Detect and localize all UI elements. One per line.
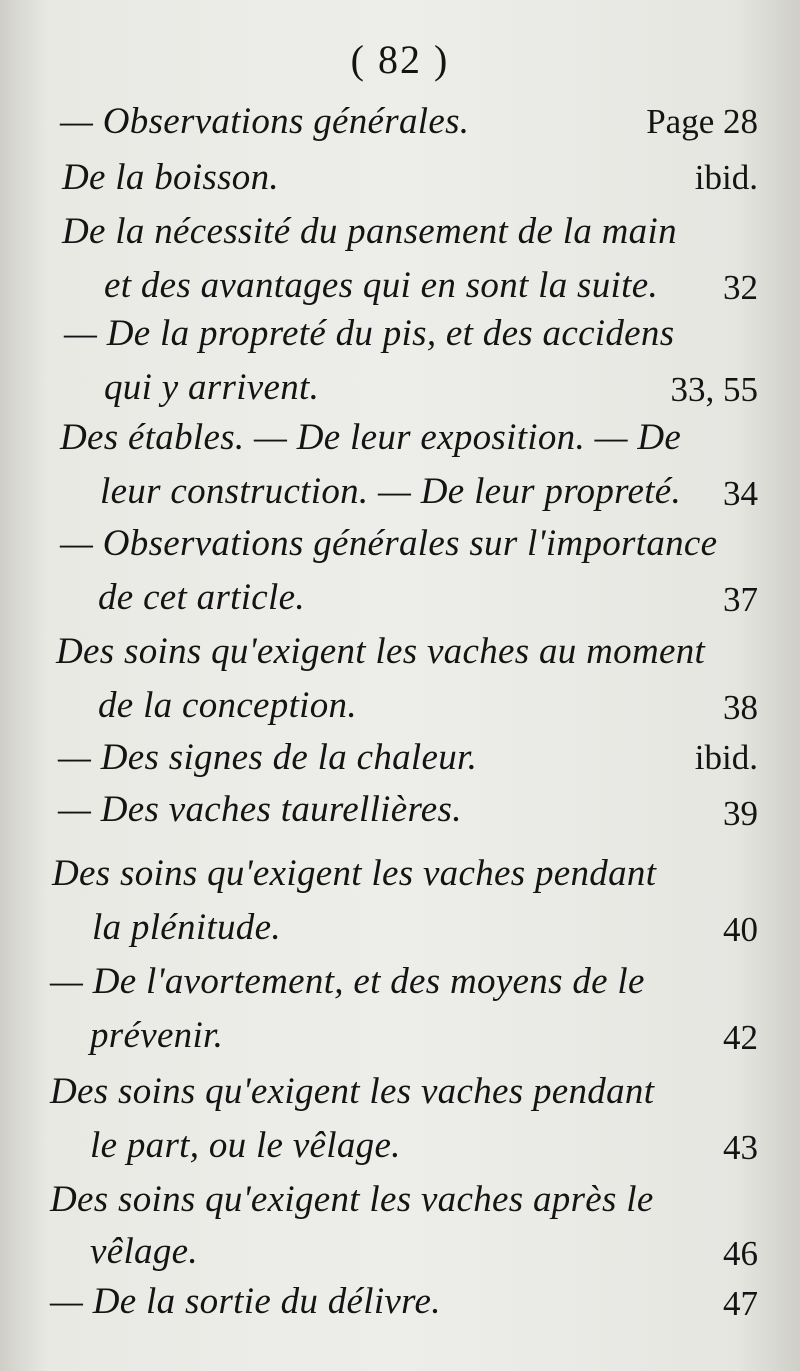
toc-entry-line: leur construction. — De leur propreté. bbox=[100, 471, 682, 512]
toc-entry-page: ibid. bbox=[694, 158, 758, 197]
toc-entry-line: — Observations générales sur l'importance bbox=[60, 523, 718, 564]
toc-entry-line: de cet article. bbox=[98, 577, 305, 618]
toc-entry-page: 40 bbox=[723, 910, 758, 949]
toc-entry-line: de la conception. bbox=[98, 685, 357, 726]
page-number: ( 82 ) bbox=[350, 37, 450, 82]
toc-entry-page: 34 bbox=[723, 474, 758, 513]
toc-entry-line: — Des signes de la chaleur. bbox=[58, 737, 478, 778]
toc-entry-line: Des soins qu'exigent les vaches pendant bbox=[50, 1071, 655, 1112]
toc-entry-line: — Observations générales. bbox=[60, 101, 470, 142]
toc-entry-line: et des avantages qui en sont la suite. bbox=[104, 265, 658, 306]
toc-entry-page: 37 bbox=[723, 580, 758, 619]
toc-entry-line: Des étables. — De leur exposition. — De bbox=[60, 417, 682, 458]
toc-entry-page: 42 bbox=[723, 1018, 758, 1057]
toc-entry-line: la plénitude. bbox=[92, 907, 281, 948]
toc-entry-line: vêlage. bbox=[90, 1231, 198, 1272]
toc-entry-line: — De la propreté du pis, et des accidens bbox=[64, 313, 675, 354]
toc-entry-line: — Des vaches taurellières. bbox=[58, 789, 462, 830]
toc-entry-page: 38 bbox=[723, 688, 758, 727]
toc-entry-line: — De la sortie du délivre. bbox=[50, 1281, 441, 1322]
toc-entry-line: Des soins qu'exigent les vaches pendant bbox=[52, 853, 657, 894]
toc-entry-page: 43 bbox=[723, 1128, 758, 1167]
toc-entry-page: 46 bbox=[723, 1234, 758, 1273]
toc-entry-line: De la nécessité du pansement de la main bbox=[62, 211, 677, 252]
toc-entry-line: prévenir. bbox=[90, 1015, 224, 1056]
toc-entry-line: le part, ou le vêlage. bbox=[90, 1125, 401, 1166]
toc-entry-line: Des soins qu'exigent les vaches après le bbox=[50, 1179, 654, 1220]
toc-entry-page: Page 28 bbox=[646, 102, 758, 141]
toc-entry-page: 32 bbox=[723, 268, 758, 307]
toc-entry-line: — De l'avortement, et des moyens de le bbox=[50, 961, 645, 1002]
toc-entry-line: qui y arrivent. bbox=[104, 367, 320, 408]
toc-entry-page: ibid. bbox=[694, 738, 758, 777]
toc-entry-line: Des soins qu'exigent les vaches au moment bbox=[56, 631, 706, 672]
toc-entry-page: 33, 55 bbox=[670, 370, 758, 409]
toc-entry-line: De la boisson. bbox=[62, 157, 279, 198]
toc-entry-page: 39 bbox=[723, 794, 758, 833]
toc-entry-page: 47 bbox=[723, 1284, 758, 1323]
